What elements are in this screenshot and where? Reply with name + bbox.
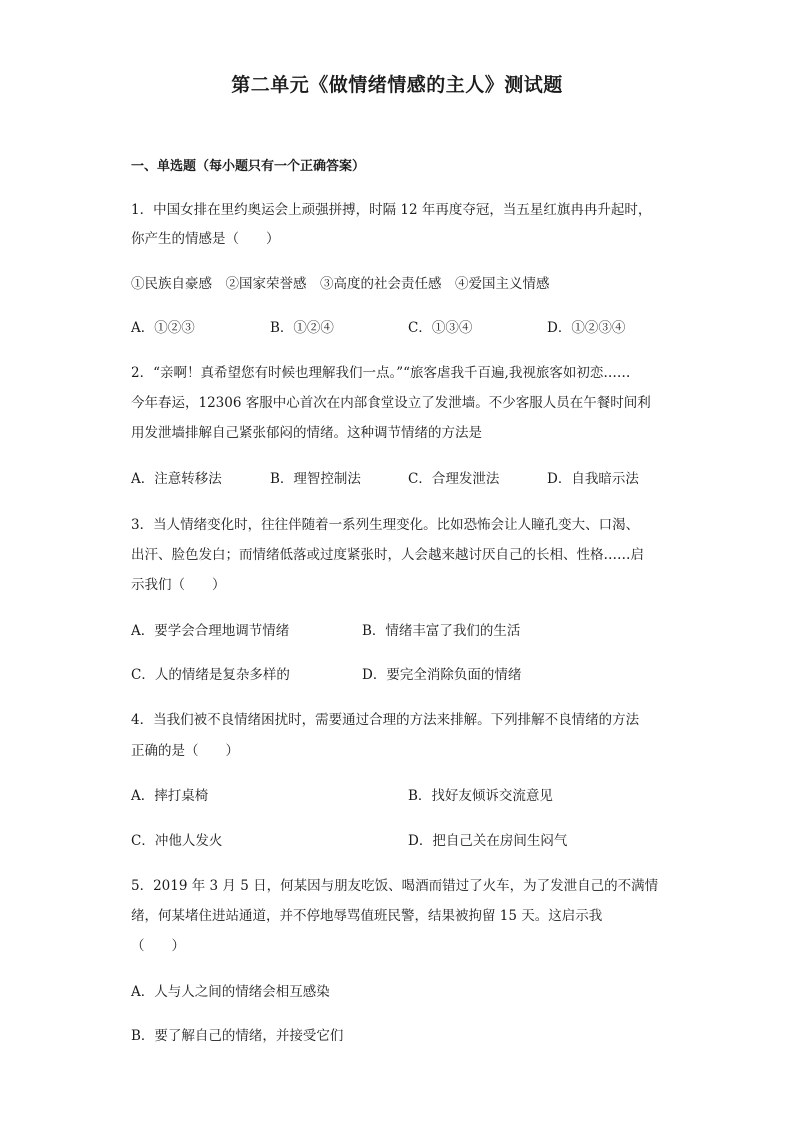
question-3-line-1: 3．当人情绪变化时，往往伴随着一系列生理变化。比如恐怖会让人瞳孔变大、口渴、 — [131, 517, 640, 533]
question-5-option-b[interactable]: B．要了解自己的情绪，并接受它们 — [131, 1028, 344, 1044]
question-4-line-2: 正确的是（ ） — [131, 743, 239, 759]
question-4-option-c[interactable]: C．冲他人发火 — [131, 833, 223, 849]
question-1-option-b[interactable]: B．①②④ — [270, 320, 334, 336]
question-4-option-a[interactable]: A．摔打桌椅 — [131, 788, 209, 804]
question-5-option-a[interactable]: A．人与人之间的情绪会相互感染 — [131, 984, 330, 1000]
question-5-line-1: 5．2019 年 3 月 5 日，何某因与朋友吃饭、喝酒而错过了火车，为了发泄自己的不满情 — [131, 878, 659, 894]
question-2-option-d[interactable]: D．自我暗示法 — [547, 471, 639, 487]
question-1-option-d[interactable]: D．①②③④ — [547, 320, 626, 336]
question-3-option-b[interactable]: B．情绪丰富了我们的生活 — [362, 623, 521, 639]
question-1-line-2: 你产生的情感是（ ） — [131, 231, 280, 247]
question-4-option-b[interactable]: B．找好友倾诉交流意见 — [408, 788, 553, 804]
question-1-statements: ①民族自豪感 ②国家荣誉感 ③高度的社会责任感 ④爱国主义情感 — [131, 276, 550, 292]
question-3-line-3: 示我们（ ） — [131, 577, 226, 593]
question-1-option-a[interactable]: A．①②③ — [131, 320, 195, 336]
question-2-option-c[interactable]: C．合理发泄法 — [408, 471, 500, 487]
question-3-option-d[interactable]: D．要完全消除负面的情绪 — [362, 667, 522, 683]
question-5-line-2: 绪，何某堵住进站通道，并不停地辱骂值班民警，结果被拘留 15 天。这启示我 — [131, 908, 603, 924]
question-1-line-1: 1．中国女排在里约奥运会上顽强拼搏，时隔 12 年再度夺冠，当五星红旗冉冉升起时， — [131, 202, 652, 218]
question-3-option-a[interactable]: A．要学会合理地调节情绪 — [131, 623, 290, 639]
question-2-line-3: 用发泄墙排解自己紧张郁闷的情绪。这种调节情绪的方法是 — [131, 425, 482, 441]
question-2-option-a[interactable]: A．注意转移法 — [131, 471, 222, 487]
question-5-line-3: （ ） — [131, 938, 185, 954]
section-heading: 一、单选题（每小题只有一个正确答案） — [131, 159, 366, 174]
question-3-option-c[interactable]: C．人的情绪是复杂多样的 — [131, 667, 290, 683]
question-2-line-2: 今年春运，12306 客服中心首次在内部食堂设立了发泄墙。不少客服人员在午餐时间利 — [131, 395, 651, 411]
question-4-option-d[interactable]: D．把自己关在房间生闷气 — [408, 833, 568, 849]
question-2-line-1: 2．“亲啊！真希望您有时候也理解我们一点。”“旅客虐我千百遍,我视旅客如初恋…… — [131, 365, 631, 381]
question-1-option-c[interactable]: C．①③④ — [408, 320, 473, 336]
question-3-line-2: 出汗、脸色发白；而情绪低落或过度紧张时，人会越来越讨厌自己的长相、性格……启 — [131, 547, 644, 563]
question-2-option-b[interactable]: B．理智控制法 — [270, 471, 361, 487]
page-title: 第二单元《做情绪情感的主人》测试题 — [231, 74, 563, 96]
question-4-line-1: 4．当我们被不良情绪困扰时，需要通过合理的方法来排解。下列排解不良情绪的方法 — [131, 712, 640, 728]
